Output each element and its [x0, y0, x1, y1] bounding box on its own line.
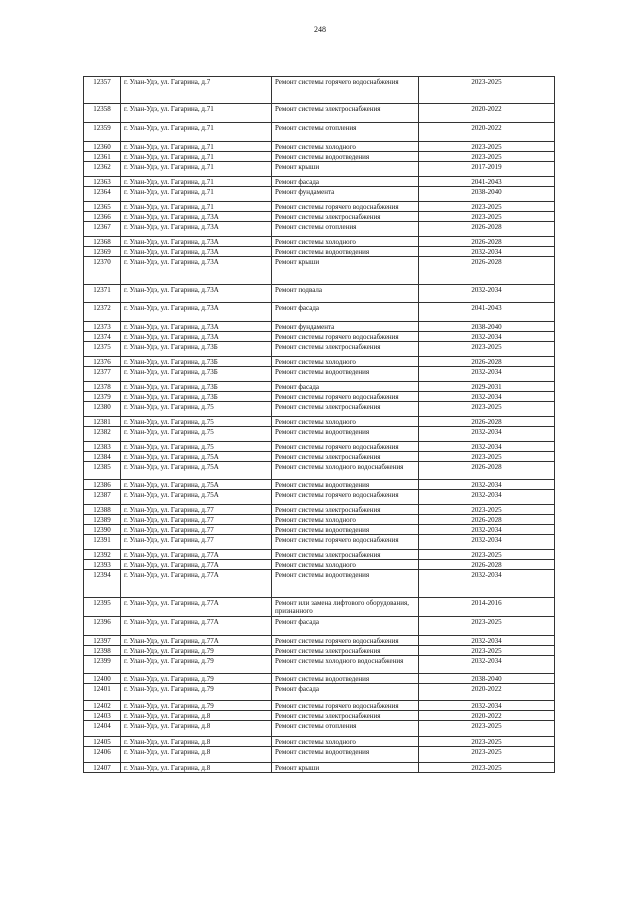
period-cell: 2014-2016: [419, 598, 555, 617]
row-number: 12399: [84, 656, 121, 674]
address-cell: г. Улан-Удэ, ул. Гагарина, д.73Б: [121, 392, 272, 402]
period-cell: 2023-2025: [419, 747, 555, 763]
address-cell: г. Улан-Удэ, ул. Гагарина, д.75А: [121, 490, 272, 505]
address-cell: г. Улан-Удэ, ул. Гагарина, д.77: [121, 535, 272, 550]
row-number: 12397: [84, 636, 121, 646]
period-cell: 2020-2022: [419, 123, 555, 142]
table-row: [84, 152, 555, 162]
row-number: 12367: [84, 222, 121, 237]
address-cell: г. Улан-Удэ, ул. Гагарина, д.77А: [121, 550, 272, 560]
row-number: 12371: [84, 285, 121, 303]
table-row: [84, 123, 555, 142]
address-cell: г. Улан-Удэ, ул. Гагарина, д.75: [121, 442, 272, 452]
row-number: 12385: [84, 462, 121, 480]
address-cell: г. Улан-Удэ, ул. Гагарина, д.71: [121, 177, 272, 187]
work-type-cell: Ремонт системы электроснабжения: [272, 505, 419, 515]
work-type-cell: Ремонт системы электроснабжения: [272, 212, 419, 222]
table-row: [84, 701, 555, 711]
period-cell: 2032-2034: [419, 636, 555, 646]
row-number: 12374: [84, 332, 121, 342]
period-cell: 2023-2025: [419, 142, 555, 152]
table-row: [84, 212, 555, 222]
work-type-cell: Ремонт системы водоотведения: [272, 247, 419, 257]
row-number: 12383: [84, 442, 121, 452]
work-type-cell: Ремонт крыши: [272, 257, 419, 285]
work-type-cell: Ремонт фундамента: [272, 322, 419, 332]
work-type-cell: Ремонт системы электроснабжения: [272, 646, 419, 656]
table-row: [84, 222, 555, 237]
period-cell: 2032-2034: [419, 367, 555, 382]
table-row: [84, 162, 555, 177]
table-row: [84, 392, 555, 402]
row-number: 12395: [84, 598, 121, 617]
work-type-cell: Ремонт системы отопления: [272, 123, 419, 142]
work-type-cell: Ремонт системы электроснабжения: [272, 711, 419, 721]
work-type-cell: Ремонт системы водоотведения: [272, 152, 419, 162]
row-number: 12362: [84, 162, 121, 177]
address-cell: г. Улан-Удэ, ул. Гагарина, д.75А: [121, 462, 272, 480]
address-cell: г. Улан-Удэ, ул. Гагарина, д.75: [121, 402, 272, 417]
row-number: 12361: [84, 152, 121, 162]
table-row: [84, 77, 555, 104]
work-type-cell: Ремонт системы электроснабжения: [272, 402, 419, 417]
table-row: [84, 332, 555, 342]
period-cell: 2038-2040: [419, 674, 555, 684]
address-cell: г. Улан-Удэ, ул. Гагарина, д.77А: [121, 617, 272, 636]
address-cell: г. Улан-Удэ, ул. Гагарина, д.73А: [121, 303, 272, 322]
table-body: [84, 77, 555, 773]
work-type-cell: Ремонт фасада: [272, 617, 419, 636]
table-row: [84, 187, 555, 202]
table-row: [84, 104, 555, 123]
work-type-cell: Ремонт фасада: [272, 684, 419, 701]
period-cell: 2032-2034: [419, 427, 555, 442]
table-row: [84, 721, 555, 737]
table-row: [84, 237, 555, 247]
work-type-cell: Ремонт фасада: [272, 382, 419, 392]
work-type-cell: Ремонт или замена лифтового оборудования, признанного: [272, 598, 419, 617]
table-row: [84, 322, 555, 332]
work-type-cell: Ремонт фундамента: [272, 187, 419, 202]
work-type-cell: Ремонт системы горячего водоснабжения: [272, 392, 419, 402]
row-number: 12396: [84, 617, 121, 636]
address-cell: г. Улан-Удэ, ул. Гагарина, д.73А: [121, 222, 272, 237]
row-number: 12403: [84, 711, 121, 721]
address-cell: г. Улан-Удэ, ул. Гагарина, д.77А: [121, 636, 272, 646]
address-cell: г. Улан-Удэ, ул. Гагарина, д.71: [121, 187, 272, 202]
table-row: [84, 550, 555, 560]
address-cell: г. Улан-Удэ, ул. Гагарина, д.77: [121, 515, 272, 525]
table-row: [84, 598, 555, 617]
period-cell: 2038-2040: [419, 187, 555, 202]
row-number: 12365: [84, 202, 121, 212]
table-row: [84, 142, 555, 152]
period-cell: 2026-2028: [419, 560, 555, 570]
address-cell: г. Улан-Удэ, ул. Гагарина, д.77А: [121, 570, 272, 598]
table-row: [84, 763, 555, 773]
row-number: 12390: [84, 525, 121, 535]
work-type-cell: Ремонт системы горячего водоснабжения: [272, 701, 419, 711]
row-number: 12401: [84, 684, 121, 701]
row-number: 12375: [84, 342, 121, 357]
row-number: 12404: [84, 721, 121, 737]
table-row: [84, 525, 555, 535]
period-cell: 2017-2019: [419, 162, 555, 177]
work-type-cell: Ремонт системы водоотведения: [272, 674, 419, 684]
address-cell: г. Улан-Удэ, ул. Гагарина, д.75: [121, 417, 272, 427]
table-row: [84, 342, 555, 357]
address-cell: г. Улан-Удэ, ул. Гагарина, д.75: [121, 427, 272, 442]
address-cell: г. Улан-Удэ, ул. Гагарина, д.79: [121, 656, 272, 674]
row-number: 12386: [84, 480, 121, 490]
table-row: [84, 247, 555, 257]
work-type-cell: Ремонт системы холодного: [272, 417, 419, 427]
table-row: [84, 202, 555, 212]
work-type-cell: Ремонт системы водоотведения: [272, 427, 419, 442]
row-number: 12394: [84, 570, 121, 598]
period-cell: 2026-2028: [419, 357, 555, 367]
row-number: 12373: [84, 322, 121, 332]
address-cell: г. Улан-Удэ, ул. Гагарина, д.75А: [121, 480, 272, 490]
period-cell: 2023-2025: [419, 763, 555, 773]
work-type-cell: Ремонт системы электроснабжения: [272, 342, 419, 357]
period-cell: 2026-2028: [419, 417, 555, 427]
work-type-cell: Ремонт системы водоотведения: [272, 525, 419, 535]
period-cell: 2026-2028: [419, 237, 555, 247]
address-cell: г. Улан-Удэ, ул. Гагарина, д.77А: [121, 560, 272, 570]
table-row: [84, 535, 555, 550]
table-row: [84, 452, 555, 462]
work-type-cell: Ремонт системы горячего водоснабжения: [272, 332, 419, 342]
address-cell: г. Улан-Удэ, ул. Гагарина, д.73А: [121, 285, 272, 303]
row-number: 12388: [84, 505, 121, 515]
work-type-cell: Ремонт системы водоотведения: [272, 367, 419, 382]
address-cell: г. Улан-Удэ, ул. Гагарина, д.71: [121, 123, 272, 142]
work-type-cell: Ремонт системы холодного: [272, 515, 419, 525]
address-cell: г. Улан-Удэ, ул. Гагарина, д.71: [121, 152, 272, 162]
address-cell: г. Улан-Удэ, ул. Гагарина, д.73Б: [121, 357, 272, 367]
table-row: [84, 417, 555, 427]
work-type-cell: Ремонт системы холодного: [272, 737, 419, 747]
period-cell: 2032-2034: [419, 656, 555, 674]
period-cell: 2026-2028: [419, 462, 555, 480]
address-cell: г. Улан-Удэ, ул. Гагарина, д.77: [121, 505, 272, 515]
address-cell: г. Улан-Удэ, ул. Гагарина, д.79: [121, 701, 272, 711]
work-type-cell: Ремонт системы водоотведения: [272, 747, 419, 763]
row-number: 12393: [84, 560, 121, 570]
table-row: [84, 505, 555, 515]
address-cell: г. Улан-Удэ, ул. Гагарина, д.73А: [121, 257, 272, 285]
work-type-cell: Ремонт системы холодного: [272, 560, 419, 570]
table-row: [84, 490, 555, 505]
table-row: [84, 560, 555, 570]
row-number: 12392: [84, 550, 121, 560]
period-cell: 2041-2043: [419, 177, 555, 187]
period-cell: 2032-2034: [419, 480, 555, 490]
address-cell: г. Улан-Удэ, ул. Гагарина, д.73Б: [121, 367, 272, 382]
period-cell: 2023-2025: [419, 452, 555, 462]
period-cell: 2032-2034: [419, 285, 555, 303]
row-number: 12364: [84, 187, 121, 202]
table-row: [84, 747, 555, 763]
table-row: [84, 646, 555, 656]
period-cell: 2032-2034: [419, 535, 555, 550]
address-cell: г. Улан-Удэ, ул. Гагарина, д.7: [121, 77, 272, 104]
row-number: 12378: [84, 382, 121, 392]
address-cell: г. Улан-Удэ, ул. Гагарина, д.8: [121, 721, 272, 737]
address-cell: г. Улан-Удэ, ул. Гагарина, д.79: [121, 684, 272, 701]
row-number: 12358: [84, 104, 121, 123]
work-type-cell: Ремонт системы холодного: [272, 237, 419, 247]
address-cell: г. Улан-Удэ, ул. Гагарина, д.79: [121, 674, 272, 684]
period-cell: 2032-2034: [419, 247, 555, 257]
row-number: 12360: [84, 142, 121, 152]
address-cell: г. Улан-Удэ, ул. Гагарина, д.73А: [121, 212, 272, 222]
row-number: 12381: [84, 417, 121, 427]
address-cell: г. Улан-Удэ, ул. Гагарина, д.79: [121, 646, 272, 656]
period-cell: 2038-2040: [419, 322, 555, 332]
period-cell: 2023-2025: [419, 152, 555, 162]
period-cell: 2032-2034: [419, 332, 555, 342]
table-row: [84, 303, 555, 322]
work-type-cell: Ремонт системы отопления: [272, 222, 419, 237]
row-number: 12366: [84, 212, 121, 222]
address-cell: г. Улан-Удэ, ул. Гагарина, д.8: [121, 711, 272, 721]
work-type-cell: Ремонт системы холодного: [272, 142, 419, 152]
period-cell: 2020-2022: [419, 711, 555, 721]
row-number: 12402: [84, 701, 121, 711]
table-row: [84, 402, 555, 417]
period-cell: 2023-2025: [419, 617, 555, 636]
row-number: 12406: [84, 747, 121, 763]
repair-schedule-table: [83, 76, 555, 773]
row-number: 12377: [84, 367, 121, 382]
table-row: [84, 684, 555, 701]
table-row: [84, 656, 555, 674]
address-cell: г. Улан-Удэ, ул. Гагарина, д.77А: [121, 598, 272, 617]
row-number: 12382: [84, 427, 121, 442]
work-type-cell: Ремонт крыши: [272, 162, 419, 177]
work-type-cell: Ремонт системы холодного водоснабжения: [272, 462, 419, 480]
table-row: [84, 480, 555, 490]
row-number: 12357: [84, 77, 121, 104]
work-type-cell: Ремонт системы горячего водоснабжения: [272, 535, 419, 550]
table-row: [84, 462, 555, 480]
work-type-cell: Ремонт системы электроснабжения: [272, 452, 419, 462]
address-cell: г. Улан-Удэ, ул. Гагарина, д.71: [121, 202, 272, 212]
address-cell: г. Улан-Удэ, ул. Гагарина, д.8: [121, 763, 272, 773]
row-number: 12372: [84, 303, 121, 322]
address-cell: г. Улан-Удэ, ул. Гагарина, д.73А: [121, 247, 272, 257]
period-cell: 2041-2043: [419, 303, 555, 322]
table-row: [84, 427, 555, 442]
row-number: 12389: [84, 515, 121, 525]
table-row: [84, 367, 555, 382]
period-cell: 2023-2025: [419, 402, 555, 417]
work-type-cell: Ремонт системы горячего водоснабжения: [272, 77, 419, 104]
period-cell: 2020-2022: [419, 104, 555, 123]
row-number: 12370: [84, 257, 121, 285]
table-row: [84, 515, 555, 525]
row-number: 12384: [84, 452, 121, 462]
period-cell: 2020-2022: [419, 684, 555, 701]
address-cell: г. Улан-Удэ, ул. Гагарина, д.73А: [121, 237, 272, 247]
work-type-cell: Ремонт системы горячего водоснабжения: [272, 442, 419, 452]
period-cell: 2023-2025: [419, 505, 555, 515]
address-cell: г. Улан-Удэ, ул. Гагарина, д.75А: [121, 452, 272, 462]
period-cell: 2023-2025: [419, 342, 555, 357]
work-type-cell: Ремонт крыши: [272, 763, 419, 773]
row-number: 12380: [84, 402, 121, 417]
table-row: [84, 357, 555, 367]
work-type-cell: Ремонт системы электроснабжения: [272, 104, 419, 123]
table-row: [84, 285, 555, 303]
address-cell: г. Улан-Удэ, ул. Гагарина, д.73Б: [121, 382, 272, 392]
table-row: [84, 617, 555, 636]
period-cell: 2023-2025: [419, 721, 555, 737]
row-number: 12405: [84, 737, 121, 747]
work-type-cell: Ремонт фасада: [272, 177, 419, 187]
address-cell: г. Улан-Удэ, ул. Гагарина, д.77: [121, 525, 272, 535]
address-cell: г. Улан-Удэ, ул. Гагарина, д.73Б: [121, 342, 272, 357]
work-type-cell: Ремонт системы холодного водоснабжения: [272, 656, 419, 674]
period-cell: 2023-2025: [419, 646, 555, 656]
address-cell: г. Улан-Удэ, ул. Гагарина, д.71: [121, 162, 272, 177]
row-number: 12369: [84, 247, 121, 257]
work-type-cell: Ремонт подвала: [272, 285, 419, 303]
work-type-cell: Ремонт системы водоотведения: [272, 480, 419, 490]
work-type-cell: Ремонт фасада: [272, 303, 419, 322]
row-number: 12368: [84, 237, 121, 247]
period-cell: 2023-2025: [419, 550, 555, 560]
work-type-cell: Ремонт системы электроснабжения: [272, 550, 419, 560]
period-cell: 2023-2025: [419, 202, 555, 212]
work-type-cell: Ремонт системы горячего водоснабжения: [272, 490, 419, 505]
address-cell: г. Улан-Удэ, ул. Гагарина, д.73А: [121, 322, 272, 332]
period-cell: 2023-2025: [419, 737, 555, 747]
period-cell: 2023-2025: [419, 212, 555, 222]
period-cell: 2032-2034: [419, 570, 555, 598]
row-number: 12398: [84, 646, 121, 656]
period-cell: 2032-2034: [419, 525, 555, 535]
address-cell: г. Улан-Удэ, ул. Гагарина, д.73А: [121, 332, 272, 342]
work-type-cell: Ремонт системы отопления: [272, 721, 419, 737]
work-type-cell: Ремонт системы горячего водоснабжения: [272, 202, 419, 212]
table-row: [84, 442, 555, 452]
period-cell: 2026-2028: [419, 515, 555, 525]
address-cell: г. Улан-Удэ, ул. Гагарина, д.71: [121, 104, 272, 123]
period-cell: 2032-2034: [419, 392, 555, 402]
work-type-cell: Ремонт системы водоотведения: [272, 570, 419, 598]
period-cell: 2032-2034: [419, 701, 555, 711]
table-row: [84, 636, 555, 646]
page-number: 248: [314, 25, 326, 34]
table-row: [84, 177, 555, 187]
table-row: [84, 382, 555, 392]
table-row: [84, 674, 555, 684]
period-cell: 2026-2028: [419, 222, 555, 237]
period-cell: 2026-2028: [419, 257, 555, 285]
period-cell: 2023-2025: [419, 77, 555, 104]
table-row: [84, 570, 555, 598]
row-number: 12391: [84, 535, 121, 550]
table-row: [84, 711, 555, 721]
period-cell: 2032-2034: [419, 442, 555, 452]
address-cell: г. Улан-Удэ, ул. Гагарина, д.8: [121, 747, 272, 763]
work-type-cell: Ремонт системы холодного: [272, 357, 419, 367]
work-type-cell: Ремонт системы горячего водоснабжения: [272, 636, 419, 646]
row-number: 12407: [84, 763, 121, 773]
period-cell: 2032-2034: [419, 490, 555, 505]
row-number: 12359: [84, 123, 121, 142]
row-number: 12387: [84, 490, 121, 505]
table-row: [84, 737, 555, 747]
row-number: 12376: [84, 357, 121, 367]
address-cell: г. Улан-Удэ, ул. Гагарина, д.8: [121, 737, 272, 747]
row-number: 12379: [84, 392, 121, 402]
table-row: [84, 257, 555, 285]
row-number: 12400: [84, 674, 121, 684]
period-cell: 2029-2031: [419, 382, 555, 392]
row-number: 12363: [84, 177, 121, 187]
address-cell: г. Улан-Удэ, ул. Гагарина, д.71: [121, 142, 272, 152]
